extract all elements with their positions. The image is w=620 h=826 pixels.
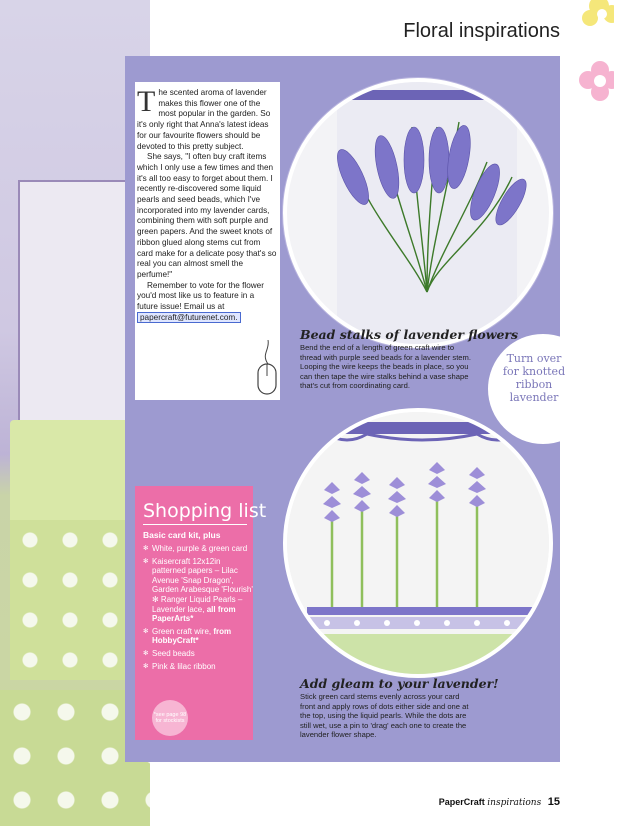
email-link[interactable]: papercraft@futurenet.com.: [137, 312, 241, 323]
photo-pearl-lavender: [283, 408, 553, 678]
page-footer: [439, 796, 560, 808]
turn-over-text: Turn over for knotted ribbon lavender: [502, 352, 566, 404]
list-item: ✻ White, purple & green card: [143, 544, 253, 554]
footer-section: inspirations: [487, 798, 542, 808]
article-paragraph-2: She says, "I often buy craft items which I only use a few times and then it's all too easy to forget about them. I recently re-discovered some liquid pearls and seed beads, which I've incorporated into my lavender cards, combining them with soft purple and green papers. And the sweet knots of ribbon glued along stems cut from card make for a delicate posy that's so real you can almost smell the perfume!": [137, 152, 277, 279]
article-paragraph-3: Remember to vote for the flower you'd most like us to feature in a future issue! Email us at: [137, 280, 264, 312]
list-item: ✻ Seed beads: [143, 649, 253, 659]
list-item: ✻ Green craft wire, from HobbyCraft*: [143, 627, 253, 646]
list-item: ✻ Kaisercraft 12x12in patterned papers – Lilac Avenue 'Snap Dragon', Garden Arabesque 'Flourish' ✻ Ranger Liquid Pearls – Lavender lace, all from PaperArts*: [143, 557, 253, 624]
step2-body: Stick green card stems evenly across your card front and apply rows of dots either side and one at the top, using the liquid pearls. While the dots are still wet, use a pin to 'drag' each one to create the lavender flower shape.: [300, 692, 469, 740]
drop-cap: T: [137, 85, 156, 118]
step1-title: Bead stalks of lavender flowers: [300, 327, 519, 342]
article-paragraph-1: he scented aroma of lavender makes this flower one of the most popular in the garden. So it's only right that Anna's latest ideas for our favourite flowers should be devoted to this pretty subject.: [137, 88, 271, 151]
step1-body: Bend the end of a length of green craft wire to thread with purple seed beads for a lavender stem. Looping the wire keeps the beads in place, so you can then tape the wire stalks behind a vase shape that's cut from coordinating card.: [300, 343, 471, 391]
flower-decoration-icon: [554, 0, 614, 110]
article-text: [137, 85, 277, 323]
shopping-list-title: Shopping list: [143, 500, 267, 522]
shopping-list-subtitle: Basic card kit, plus: [143, 530, 221, 540]
pearl-lavender-illustration: [287, 412, 549, 674]
footer-brand: PaperCraft: [438, 797, 485, 807]
page-number: 15: [547, 796, 560, 808]
step2-title: Add gleam to your lavender!: [300, 676, 499, 691]
photo-beaded-lavender: [283, 78, 553, 348]
list-item: ✻ Pink & lilac ribbon: [143, 662, 253, 672]
section-title: Floral inspirations: [403, 20, 560, 42]
see-page-badge: *see page 98 for stockists: [152, 700, 188, 736]
shopping-list-divider: [143, 524, 247, 525]
beaded-lavender-illustration: [287, 82, 549, 344]
mouse-icon: [255, 340, 281, 402]
shopping-list: [143, 544, 253, 674]
